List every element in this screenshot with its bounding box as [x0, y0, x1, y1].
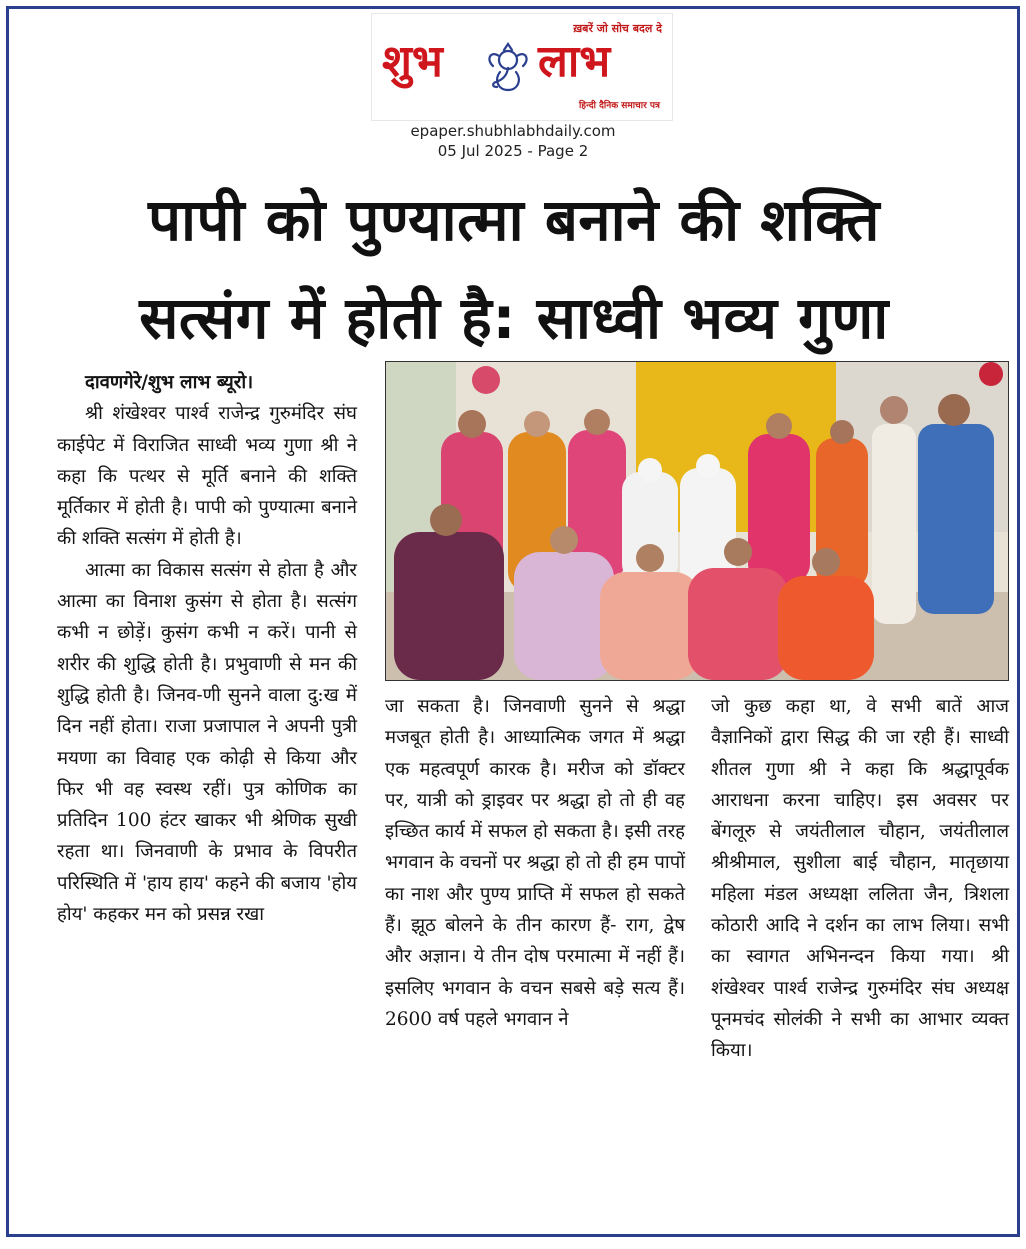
- newspaper-page: [6, 6, 1020, 1237]
- article-paragraph: जा सकता है। जिनवाणी सुनने से श्रद्धा मजबूत होती है। आध्यात्मिक जगत में श्रद्धा एक महत्वपूर्ण कारक है। मरीज को डॉक्टर पर, यात्री को ड्राइवर पर श्रद्धा हो तो ही वह इच्छित कार्य में सफल हो सकता है। इसी तरह भगवान के वचनों पर श्रद्धा हो तो ही हम पापों का नाश और पुण्य प्राप्ति में सफल हो सकते हैं। झूठ बोलने के तीन कारण हैं- राग, द्वेष और अज्ञान। ये तीन दोष परमात्मा में नहीं हैं। इसलिए भगवान के वचन सबसे बड़े सत्य हैं। 2600 वर्ष पहले भगवान ने: [385, 696, 685, 1030]
- article-paragraph: श्री शंखेश्वर पार्श्व राजेन्द्र गुरुमंदिर संघ काईपेट में विराजित साध्वी भव्य गुणा श्री ने कहा कि पत्थर से मूर्ति बनाने की शक्ति मूर्तिकार में होती है। पापी को पुण्यात्मा बनाने की शक्ति सत्संग में होती है।: [57, 403, 357, 550]
- group-photo: [385, 361, 1009, 681]
- article-paragraph: जो कुछ कहा था, वे सभी बातें आज वैज्ञानिकों द्वारा सिद्ध की जा रही हैं। साध्वी शीतल गुणा श्री ने कहा कि श्रद्धापूर्वक आराधना करना चाहिए। इस अवसर पर बेंगलूरु से जयंतीलाल चौहान, जयंतीलाल श्रीश्रीमाल, सुशीला बाई चौहान, मातृछाया महिला मंडल अध्यक्षा ललिता जैन, त्रिशला कोठारी आदि ने दर्शन का लाभ लिया। सभी का स्वागत अभिनन्दन किया गया। श्री शंखेश्वर पार्श्व राजेन्द्र गुरुमंदिर संघ अध्यक्ष पूनमचंद सोलंकी ने सभी का आभार व्यक्त किया।: [711, 696, 1009, 1062]
- masthead-subtitle: हिन्दी दैनिक समाचार पत्र: [578, 101, 660, 111]
- epaper-url[interactable]: epaper.shubhlabhdaily.com: [410, 122, 616, 140]
- article-column-3: [711, 691, 1009, 1067]
- article-column-1: [57, 367, 357, 930]
- photo-illustration: [386, 362, 1008, 680]
- ganesha-icon: [480, 42, 536, 92]
- masthead: [371, 13, 673, 121]
- epaper-date-page: 05 Jul 2025 - Page 2: [437, 142, 589, 160]
- headline-line-1: पापी को पुण्यात्मा बनाने की शक्ति: [148, 186, 880, 254]
- article-paragraph: आत्मा का विकास सत्संग से होता है और आत्मा का विनाश कुसंग से होता है। सत्संग कभी न छोड़ें। कुसंग कभी न करें। पानी से शरीर की शुद्धि होती है। प्रभुवाणी से मन की शुद्धि होती है। जिनव-णी सुनने वाला दु:ख में दिन नहीं होता। राजा प्रजापाल ने अपनी पुत्री मयणा का विवाह एक कोढ़ी से किया और फिर भी वह स्वस्थ रहीं। पुत्र कोणिक का प्रतिदिन 100 हंटर खाकर भी श्रेणिक सुखी रहता था। जिनवाणी के प्रभाव के विपरीत परिस्थिति में 'हाय हाय' कहने की बजाय 'होय होय' कहकर मन को प्रसन्न रखा: [57, 559, 357, 926]
- article-column-2: [385, 691, 685, 1035]
- masthead-name-left: शुभ: [382, 36, 443, 87]
- headline-line-2: सत्संग में होती है: साध्वी भव्य गुणा: [139, 284, 889, 352]
- dateline: दावणगेरे/शुभ लाभ ब्यूरो।: [85, 372, 254, 393]
- masthead-name-right: लाभ: [538, 36, 611, 87]
- masthead-tagline: ख़बरें जो सोच बदल दे: [573, 22, 662, 35]
